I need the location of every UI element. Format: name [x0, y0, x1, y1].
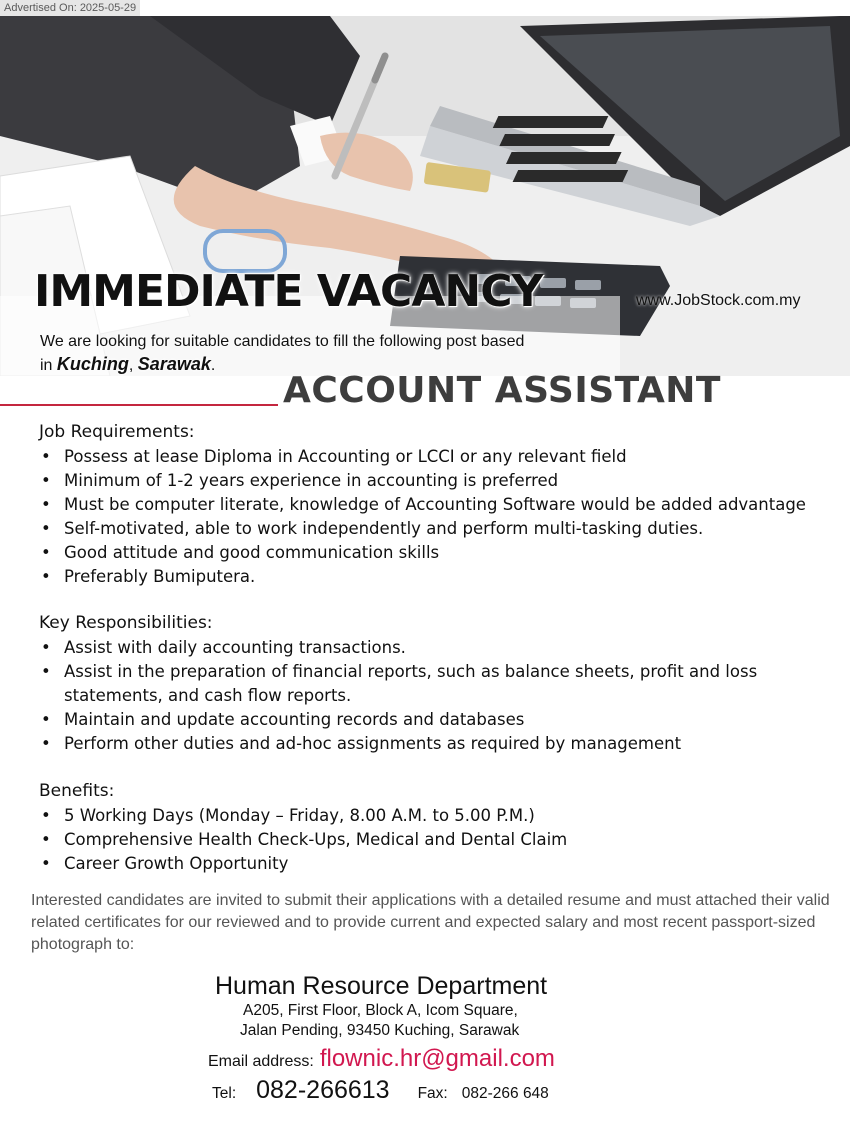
intro-state: Sarawak [137, 354, 211, 374]
list-item: • Comprehensive Health Check-Ups, Medical and Dental Claim [39, 828, 844, 852]
list-item: • Maintain and update accounting records and databases [39, 708, 844, 732]
email-label: Email address: [208, 1053, 314, 1070]
phone-row [212, 1076, 549, 1105]
responsibilities-heading: Key Responsibilities: [39, 613, 213, 633]
fax-number: 082-266 648 [461, 1085, 549, 1102]
application-instructions: Interested candidates are invited to submit their applications with a detailed resume and must attached their valid related certificates for our reviewed and to provide current and expected salary and most recent passport-sized photograph to: [31, 892, 830, 953]
tel-number[interactable]: 082-266613 [256, 1076, 390, 1104]
accent-divider [0, 404, 278, 406]
fax-label: Fax: [417, 1085, 448, 1102]
list-item: • Perform other duties and ad-hoc assignments as required by management [39, 732, 844, 756]
intro-city: Kuching [56, 354, 129, 374]
address-line-2: Jalan Pending, 93450 Kuching, Sarawak [240, 1022, 520, 1039]
key-responsibilities-section [39, 611, 844, 756]
list-item: • 5 Working Days (Monday – Friday, 8.00 A.M. to 5.00 P.M.) [39, 804, 844, 828]
requirements-list [39, 445, 844, 589]
list-item: • Self-motivated, able to work independently and perform multi-tasking duties. [39, 517, 844, 541]
benefits-section [39, 779, 844, 876]
intro-prefix: in [40, 357, 57, 374]
position-title: ACCOUNT ASSISTANT [283, 370, 721, 411]
list-item: • Assist in the preparation of financial reports, such as balance sheets, profit and loss statements, and cash flow reports. [39, 660, 844, 708]
benefits-list [39, 804, 844, 876]
requirements-heading: Job Requirements: [39, 422, 195, 442]
email-row [208, 1045, 555, 1073]
advertised-date-stamp: Advertised On: 2025-05-29 [0, 0, 140, 16]
office-desk-illustration [0, 16, 850, 376]
intro-sep: , [128, 357, 138, 374]
hr-department: Human Resource Department [215, 972, 548, 1000]
intro-end: . [210, 357, 216, 374]
job-requirements-section [39, 420, 844, 589]
intro-line-1: We are looking for suitable candidates to fill the following post based [40, 333, 525, 350]
benefits-heading: Benefits: [39, 781, 115, 801]
address-line-1: A205, First Floor, Block A, Icom Square, [243, 1002, 518, 1019]
website-url[interactable]: www.JobStock.com.my [636, 292, 801, 309]
list-item: • Possess at lease Diploma in Accounting or LCCI or any relevant field [39, 445, 844, 469]
vacancy-title: IMMEDIATE VACANCY [34, 266, 543, 317]
list-item: • Career Growth Opportunity [39, 852, 844, 876]
hero-photo [0, 16, 850, 376]
list-item: • Preferably Bumiputera. [39, 565, 844, 589]
list-item: • Minimum of 1-2 years experience in accounting is preferred [39, 469, 844, 493]
email-link[interactable]: flownic.hr@gmail.com [319, 1045, 555, 1072]
tel-label: Tel: [212, 1085, 237, 1102]
list-item: • Must be computer literate, knowledge of Accounting Software would be added advantage [39, 493, 844, 517]
list-item: • Assist with daily accounting transactions. [39, 636, 844, 660]
responsibilities-list [39, 636, 844, 756]
list-item: • Good attitude and good communication skills [39, 541, 844, 565]
